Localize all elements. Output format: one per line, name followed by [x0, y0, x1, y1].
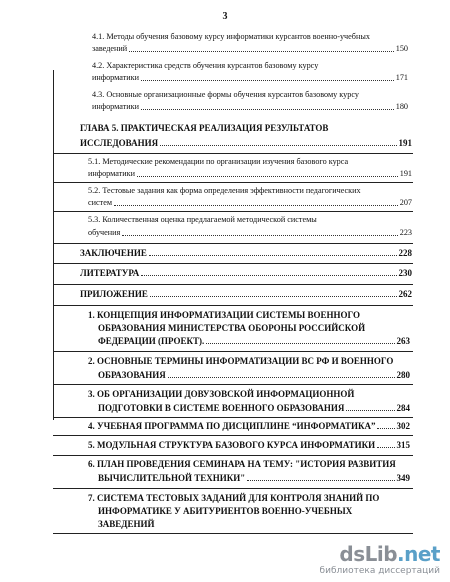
leader-dots	[141, 80, 394, 81]
toc-page-number: 262	[398, 289, 412, 299]
toc-entry-4-2[interactable]	[92, 72, 408, 83]
leader-dots	[206, 343, 394, 344]
toc-entry-appendix-6[interactable]	[98, 472, 410, 483]
section-divider	[53, 243, 413, 244]
section-divider	[53, 305, 413, 306]
leader-dots	[129, 51, 394, 52]
toc-entry-4-1-line1: 4.1. Методы обучения базовому курсу информатики курсантов военно-учебных	[92, 32, 370, 41]
toc-entry-5-3[interactable]	[88, 227, 412, 238]
leader-dots	[377, 447, 394, 448]
leader-dots	[141, 109, 394, 110]
appendix-3-line1: 3. ОБ ОРГАНИЗАЦИИ ДОВУЗОВСКОЙ ИНФОРМАЦИОННОЙ	[88, 389, 355, 399]
toc-page-number: 228	[398, 248, 412, 258]
leader-dots	[149, 255, 397, 256]
leader-dots	[168, 377, 395, 378]
toc-entry-appendix-5[interactable]	[88, 439, 410, 450]
toc-page-number: 180	[395, 102, 408, 111]
watermark-block	[320, 542, 440, 576]
appendix-1-line1: 1. КОНЦЕПЦИЯ ИНФОРМАТИЗАЦИИ СИСТЕМЫ ВОЕННОГО	[88, 310, 361, 320]
appendix-7-line3: ЗАВЕДЕНИЙ	[98, 519, 155, 529]
chapter-5-heading: ГЛАВА 5. ПРАКТИЧЕСКАЯ РЕАЛИЗАЦИЯ РЕЗУЛЬТАТОВ	[80, 123, 329, 133]
toc-entry-appendix-1[interactable]	[98, 335, 410, 346]
leader-dots	[160, 145, 396, 146]
section-divider	[53, 284, 413, 285]
toc-entry-title: 4. УЧЕБНАЯ ПРОГРАММА ПО ДИСЦИПЛИНЕ “ИНФОРМАТИКА”	[88, 421, 376, 431]
toc-entry-title: 5. МОДУЛЬНАЯ СТРУКТУРА БАЗОВОГО КУРСА ИНФОРМАТИКИ	[88, 440, 376, 450]
toc-page-number: 191	[398, 138, 412, 148]
toc-page-number: 171	[395, 73, 408, 82]
toc-entry-5-3-line1: 5.3. Количественная оценка предлагаемой методической системы	[88, 215, 317, 224]
toc-page-number: 315	[396, 440, 410, 450]
toc-entry-line2: информатики	[92, 102, 139, 111]
toc-entry-line2: ИССЛЕДОВАНИЯ	[80, 138, 159, 148]
section-divider	[53, 455, 413, 456]
toc-entry-line2: ВЫЧИСЛИТЕЛЬНОЙ ТЕХНИКИ"	[98, 473, 246, 483]
toc-entry-literature[interactable]	[80, 267, 412, 278]
leader-dots	[137, 176, 398, 177]
leader-dots	[150, 296, 397, 297]
toc-entry-title: ЗАКЛЮЧЕНИЕ	[80, 248, 147, 258]
toc-entry-appendix-4[interactable]	[88, 420, 410, 431]
toc-entry-line2: обучения	[88, 228, 121, 237]
section-divider	[53, 384, 413, 385]
appendix-6-line1: 6. ПЛАН ПРОВЕДЕНИЯ СЕМИНАРА НА ТЕМУ: "ИСТОРИЯ РАЗВИТИЯ	[88, 459, 396, 469]
appendix-1-line2: ОБРАЗОВАНИЯ МИНИСТЕРСТВА ОБОРОНЫ РОССИЙСКОЙ	[98, 323, 366, 333]
toc-entry-title: ПРИЛОЖЕНИЕ	[80, 289, 148, 299]
page-number: 3	[222, 11, 228, 22]
appendix-2-line1: 2. ОСНОВНЫЕ ТЕРМИНЫ ИНФОРМАТИЗАЦИИ ВС РФ И ВОЕННОГО	[88, 356, 394, 366]
toc-entry-appendix-3[interactable]	[98, 402, 410, 413]
logo-main: dsLib	[339, 542, 398, 566]
toc-entry-4-3[interactable]	[92, 101, 408, 112]
leader-dots	[114, 205, 398, 206]
toc-entry-5-2[interactable]	[88, 197, 412, 208]
section-divider	[53, 182, 413, 183]
section-divider	[53, 211, 413, 212]
leader-dots	[346, 410, 394, 411]
toc-page-number: 223	[399, 228, 412, 237]
toc-entry-line2: систем	[88, 198, 113, 207]
toc-entry-line2: заведений	[92, 44, 128, 53]
leader-dots	[122, 235, 397, 236]
leader-dots	[377, 428, 394, 429]
toc-page-number: 284	[396, 403, 410, 413]
appendix-7-line1: 7. СИСТЕМА ТЕСТОВЫХ ЗАДАНИЙ ДЛЯ КОНТРОЛЯ ЗНАНИЙ ПО	[88, 493, 380, 503]
section-divider	[53, 153, 413, 154]
toc-entry-5-1-line1: 5.1. Методические рекомендации по организации изучения базового курса	[88, 157, 349, 166]
margin-line	[53, 70, 54, 420]
toc-page-number: 230	[398, 268, 412, 278]
toc-entry-line2: ОБРАЗОВАНИЯ	[98, 370, 166, 380]
toc-entry-line3: ФЕДЕРАЦИИ (ПРОЕКТ).	[98, 336, 205, 346]
toc-entry-5-2-line1: 5.2. Тестовые задания как форма определения эффективности педагогических	[88, 186, 361, 195]
section-divider	[53, 488, 413, 489]
toc-entry-appendix-2[interactable]	[98, 369, 410, 380]
toc-page-number: 207	[399, 198, 412, 207]
toc-entry-chapter-5[interactable]	[80, 137, 412, 148]
section-divider	[53, 435, 413, 436]
toc-entry-4-2-line1: 4.2. Характеристика средств обучения курсантов базовому курсу	[92, 61, 319, 70]
toc-entry-conclusion[interactable]	[80, 247, 412, 258]
toc-entry-appendix[interactable]	[80, 288, 412, 299]
section-divider	[53, 533, 413, 534]
toc-entry-5-1[interactable]	[88, 168, 412, 179]
leader-dots	[247, 480, 394, 481]
toc-page-number: 191	[399, 169, 412, 178]
toc-page-number: 263	[396, 336, 410, 346]
watermark-subtitle: библиотека диссертаций	[319, 566, 440, 576]
dslib-watermark	[320, 542, 440, 576]
toc-page-number: 150	[395, 44, 408, 53]
toc-entry-line2: информатики	[88, 169, 135, 178]
toc-entry-title: ЛИТЕРАТУРА	[80, 268, 140, 278]
section-divider	[53, 417, 413, 418]
toc-entry-4-3-line1: 4.3. Основные организационные формы обучения курсантов базовому курсу	[92, 90, 359, 99]
appendix-7-line2: ИНФОРМАТИКЕ У АБИТУРИЕНТОВ ВОЕННО-УЧЕБНЫХ	[98, 506, 353, 516]
leader-dots	[141, 275, 396, 276]
toc-entry-line2: ПОДГОТОВКИ В СИСТЕМЕ ВОЕННОГО ОБРАЗОВАНИЯ	[98, 403, 345, 413]
toc-page-number: 349	[396, 473, 410, 483]
section-divider	[53, 263, 413, 264]
section-divider	[53, 351, 413, 352]
toc-page-number: 280	[396, 370, 410, 380]
logo-accent: .net	[397, 542, 440, 566]
toc-entry-4-1[interactable]	[92, 43, 408, 54]
toc-entry-line2: информатики	[92, 73, 139, 82]
toc-page-number: 302	[396, 421, 410, 431]
dslib-logo	[339, 542, 440, 566]
